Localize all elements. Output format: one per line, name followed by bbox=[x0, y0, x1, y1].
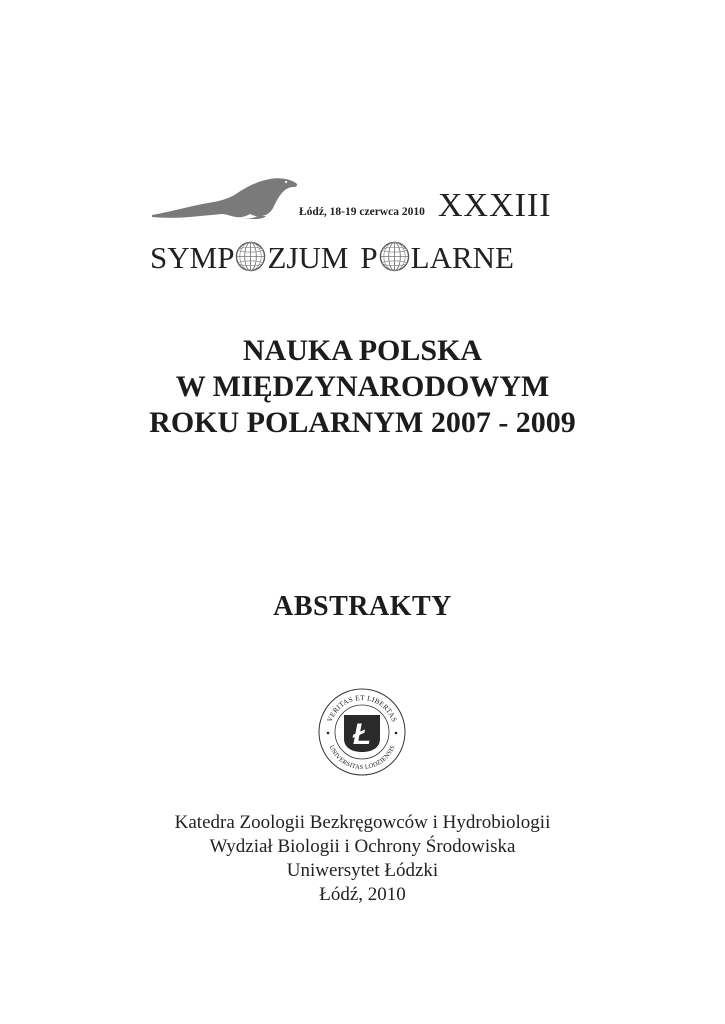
symposium-name-part: SYMP bbox=[150, 240, 235, 275]
publisher-line: Wydział Biologii i Ochrony Środowiska bbox=[209, 836, 516, 857]
title-line: ROKU POLARNYM 2007 - 2009 bbox=[149, 406, 576, 439]
seal-animal-icon bbox=[150, 176, 300, 220]
event-date: Łódź, 18-19 czerwca 2010 bbox=[299, 206, 425, 218]
publisher-line: Uniwersytet Łódzki bbox=[286, 860, 439, 881]
symposium-name-part: LARNE bbox=[410, 240, 514, 275]
title-line: NAUKA POLSKA bbox=[242, 334, 483, 367]
publisher-line: Katedra Zoologii Bezkręgowców i Hydrobiologii bbox=[174, 812, 551, 833]
seal-monogram: Ł bbox=[352, 718, 372, 751]
seal-motto-bottom: UNIVERSITAS LODZIENSIS bbox=[327, 744, 397, 772]
publisher-line: Łódź, 2010 bbox=[319, 884, 406, 905]
globe-icon bbox=[379, 241, 410, 272]
university-seal-logo bbox=[317, 687, 407, 777]
symposium-name-part: P bbox=[360, 240, 378, 275]
title-line: W MIĘDZYNARODOWYM bbox=[175, 370, 550, 403]
edition-number: XXXIII bbox=[438, 187, 552, 224]
book-title bbox=[0, 333, 725, 441]
symposium-name bbox=[150, 238, 580, 278]
publisher-info bbox=[0, 811, 725, 907]
globe-icon bbox=[235, 241, 266, 272]
seal-motto-top: VERITAS ET LIBERTAS bbox=[325, 693, 399, 724]
abstracts-heading: ABSTRAKTY bbox=[273, 591, 452, 622]
symposium-name-part: ZJUM bbox=[267, 240, 349, 275]
